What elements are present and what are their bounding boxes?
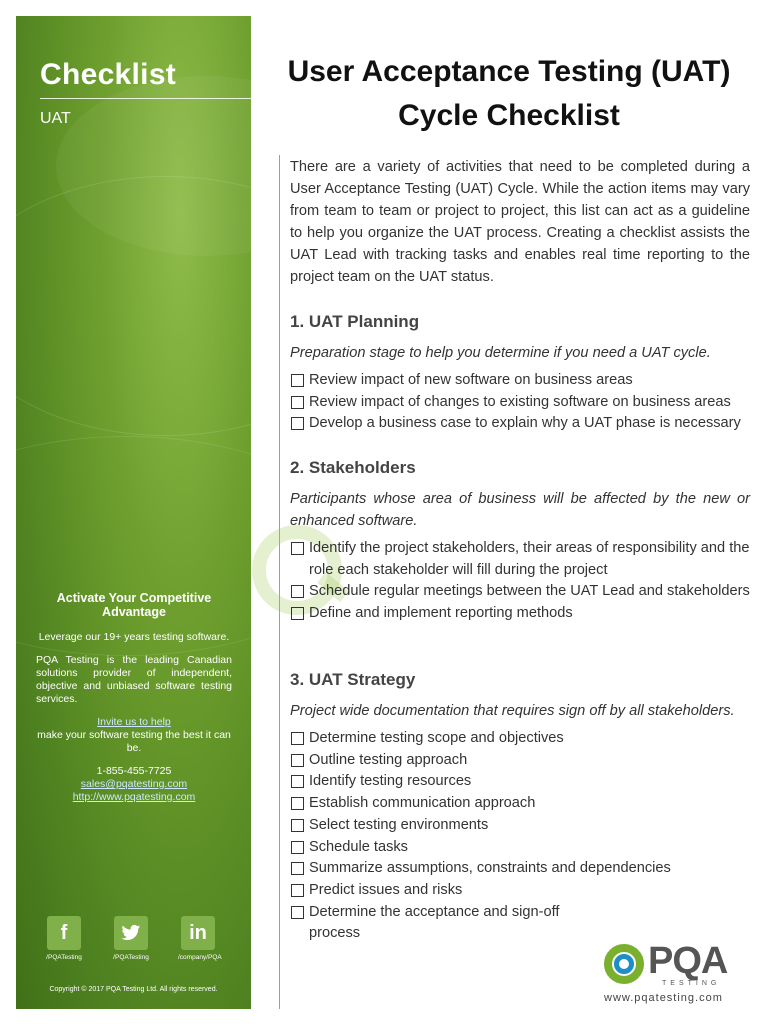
checklist-item-label: Establish communication approach bbox=[309, 795, 536, 812]
sidebar-title: Checklist bbox=[40, 58, 177, 91]
checklist-item-label: Identify testing resources bbox=[309, 773, 472, 790]
logo-url: www.pqatesting.com bbox=[604, 992, 723, 1004]
promo-block bbox=[36, 592, 232, 814]
twitter-label: /PQATesting bbox=[113, 954, 149, 961]
section-heading: 1. UAT Planning bbox=[290, 312, 420, 331]
website-link[interactable]: http://www.pqatesting.com bbox=[72, 791, 196, 803]
sidebar-subtitle: UAT bbox=[40, 110, 71, 127]
checkbox[interactable] bbox=[291, 754, 304, 767]
page-title-line2: Cycle Checklist bbox=[398, 99, 620, 132]
twitter-link[interactable] bbox=[111, 916, 151, 961]
contact-block bbox=[36, 765, 232, 804]
section-uat-strategy bbox=[290, 670, 750, 945]
section-heading: 2. Stakeholders bbox=[290, 458, 416, 477]
linkedin-link[interactable] bbox=[178, 916, 222, 961]
section-stakeholders bbox=[290, 458, 750, 625]
checkbox[interactable] bbox=[291, 775, 304, 788]
checklist-item[interactable] bbox=[290, 538, 750, 581]
checklist-item-label: Review impact of new software on business areas bbox=[309, 372, 633, 388]
checklist-item-label: Predict issues and risks bbox=[309, 881, 463, 898]
email-link[interactable]: sales@pqatesting.com bbox=[80, 778, 188, 790]
invite-text: make your software testing the best it can be. bbox=[37, 729, 231, 754]
pqa-q-inner-icon bbox=[614, 954, 634, 974]
checklist-item[interactable] bbox=[290, 603, 750, 625]
page-title bbox=[270, 50, 748, 138]
checklist-item[interactable] bbox=[290, 902, 590, 945]
copyright: Copyright © 2017 PQA Testing Ltd. All rights reserved. bbox=[49, 986, 218, 993]
invite-link[interactable]: Invite us to help bbox=[97, 716, 171, 728]
promo-about: PQA Testing is the leading Canadian solutions provider of independent, objective and unbiased software testing services. bbox=[36, 654, 232, 705]
section-description: Project wide documentation that requires sign off by all stakeholders. bbox=[290, 703, 735, 719]
checklist-item[interactable] bbox=[290, 858, 750, 880]
checkbox[interactable] bbox=[291, 732, 304, 745]
linkedin-label: /company/PQA bbox=[178, 954, 222, 961]
checklist-item-label: Develop a business case to explain why a UAT phase is necessary bbox=[309, 415, 741, 432]
checklist-item[interactable] bbox=[290, 793, 750, 815]
section-description: Participants whose area of business will be affected by the new or enhanced software. bbox=[290, 491, 750, 529]
twitter-icon bbox=[114, 916, 148, 950]
checklist-item-label: Summarize assumptions, constraints and dependencies bbox=[309, 860, 671, 877]
section-heading: 3. UAT Strategy bbox=[290, 670, 416, 689]
checklist-item-label: Identify the project stakeholders, their areas of responsibility and the role each stakeholder will fill during the project bbox=[309, 540, 750, 578]
facebook-label: /PQATesting bbox=[46, 954, 82, 961]
checklist-item-label: Select testing environments bbox=[309, 816, 489, 833]
checklist-item-label: Define and implement reporting methods bbox=[309, 605, 573, 622]
promo-heading: Activate Your Competitive Advantage bbox=[56, 591, 212, 619]
pqa-logo bbox=[604, 940, 744, 1010]
checklist-item[interactable] bbox=[290, 750, 750, 772]
logo-name: PQA bbox=[648, 940, 728, 982]
checkbox[interactable] bbox=[291, 607, 304, 620]
sidebar-divider bbox=[40, 98, 251, 99]
checklist-item[interactable] bbox=[290, 837, 750, 859]
section-uat-planning bbox=[290, 312, 750, 435]
checklist-item[interactable] bbox=[290, 392, 750, 414]
checklist-item[interactable] bbox=[290, 728, 750, 750]
sidebar bbox=[16, 16, 251, 1009]
facebook-link[interactable] bbox=[44, 916, 84, 961]
checkbox[interactable] bbox=[291, 862, 304, 875]
intro-paragraph: There are a variety of activities that need to be completed during a User Acceptance Testing (UAT) Cycle. While the action items may vary from team to team or project to project, this list can act as a guideline to help you organize the UAT process. Creating a checklist assists the UAT Lead with tracking tasks and enables real time reporting to the project team on the UAT status. bbox=[290, 159, 750, 285]
background-swirl bbox=[16, 176, 251, 436]
page-title-line1: User Acceptance Testing (UAT) bbox=[287, 55, 731, 88]
logo-tagline: TESTING bbox=[662, 980, 721, 987]
checklist-item[interactable] bbox=[290, 581, 750, 603]
checkbox[interactable] bbox=[291, 841, 304, 854]
checkbox[interactable] bbox=[291, 884, 304, 897]
checkbox[interactable] bbox=[291, 819, 304, 832]
checkbox[interactable] bbox=[291, 906, 304, 919]
checkbox[interactable] bbox=[291, 797, 304, 810]
section-description: Preparation stage to help you determine if you need a UAT cycle. bbox=[290, 345, 711, 361]
checklist-item[interactable] bbox=[290, 815, 750, 837]
promo-years: Leverage our 19+ years testing software. bbox=[38, 631, 230, 643]
checklist-item-label: Outline testing approach bbox=[309, 751, 468, 768]
linkedin-icon: in bbox=[181, 916, 215, 950]
checklist-item[interactable] bbox=[290, 370, 750, 392]
checklist-item-label: Schedule tasks bbox=[309, 838, 408, 855]
checklist-item[interactable] bbox=[290, 880, 750, 902]
checkbox[interactable] bbox=[291, 585, 304, 598]
checkbox[interactable] bbox=[291, 542, 304, 555]
checklist-item-label: Schedule regular meetings between the UAT Lead and stakeholders bbox=[309, 583, 750, 600]
checklist-item-label: Determine testing scope and objectives bbox=[309, 730, 564, 746]
checkbox[interactable] bbox=[291, 374, 304, 387]
phone-number: 1-855-455-7725 bbox=[96, 765, 172, 777]
checklist-item-label: Determine the acceptance and sign-off process bbox=[309, 903, 560, 942]
promo-invite bbox=[36, 716, 232, 755]
checklist-item[interactable] bbox=[290, 413, 750, 435]
checkbox[interactable] bbox=[291, 396, 304, 409]
checkbox[interactable] bbox=[291, 417, 304, 430]
checklist-item[interactable] bbox=[290, 771, 750, 793]
checklist-item-label: Review impact of changes to existing software on business areas bbox=[309, 393, 731, 410]
facebook-icon: f bbox=[47, 916, 81, 950]
